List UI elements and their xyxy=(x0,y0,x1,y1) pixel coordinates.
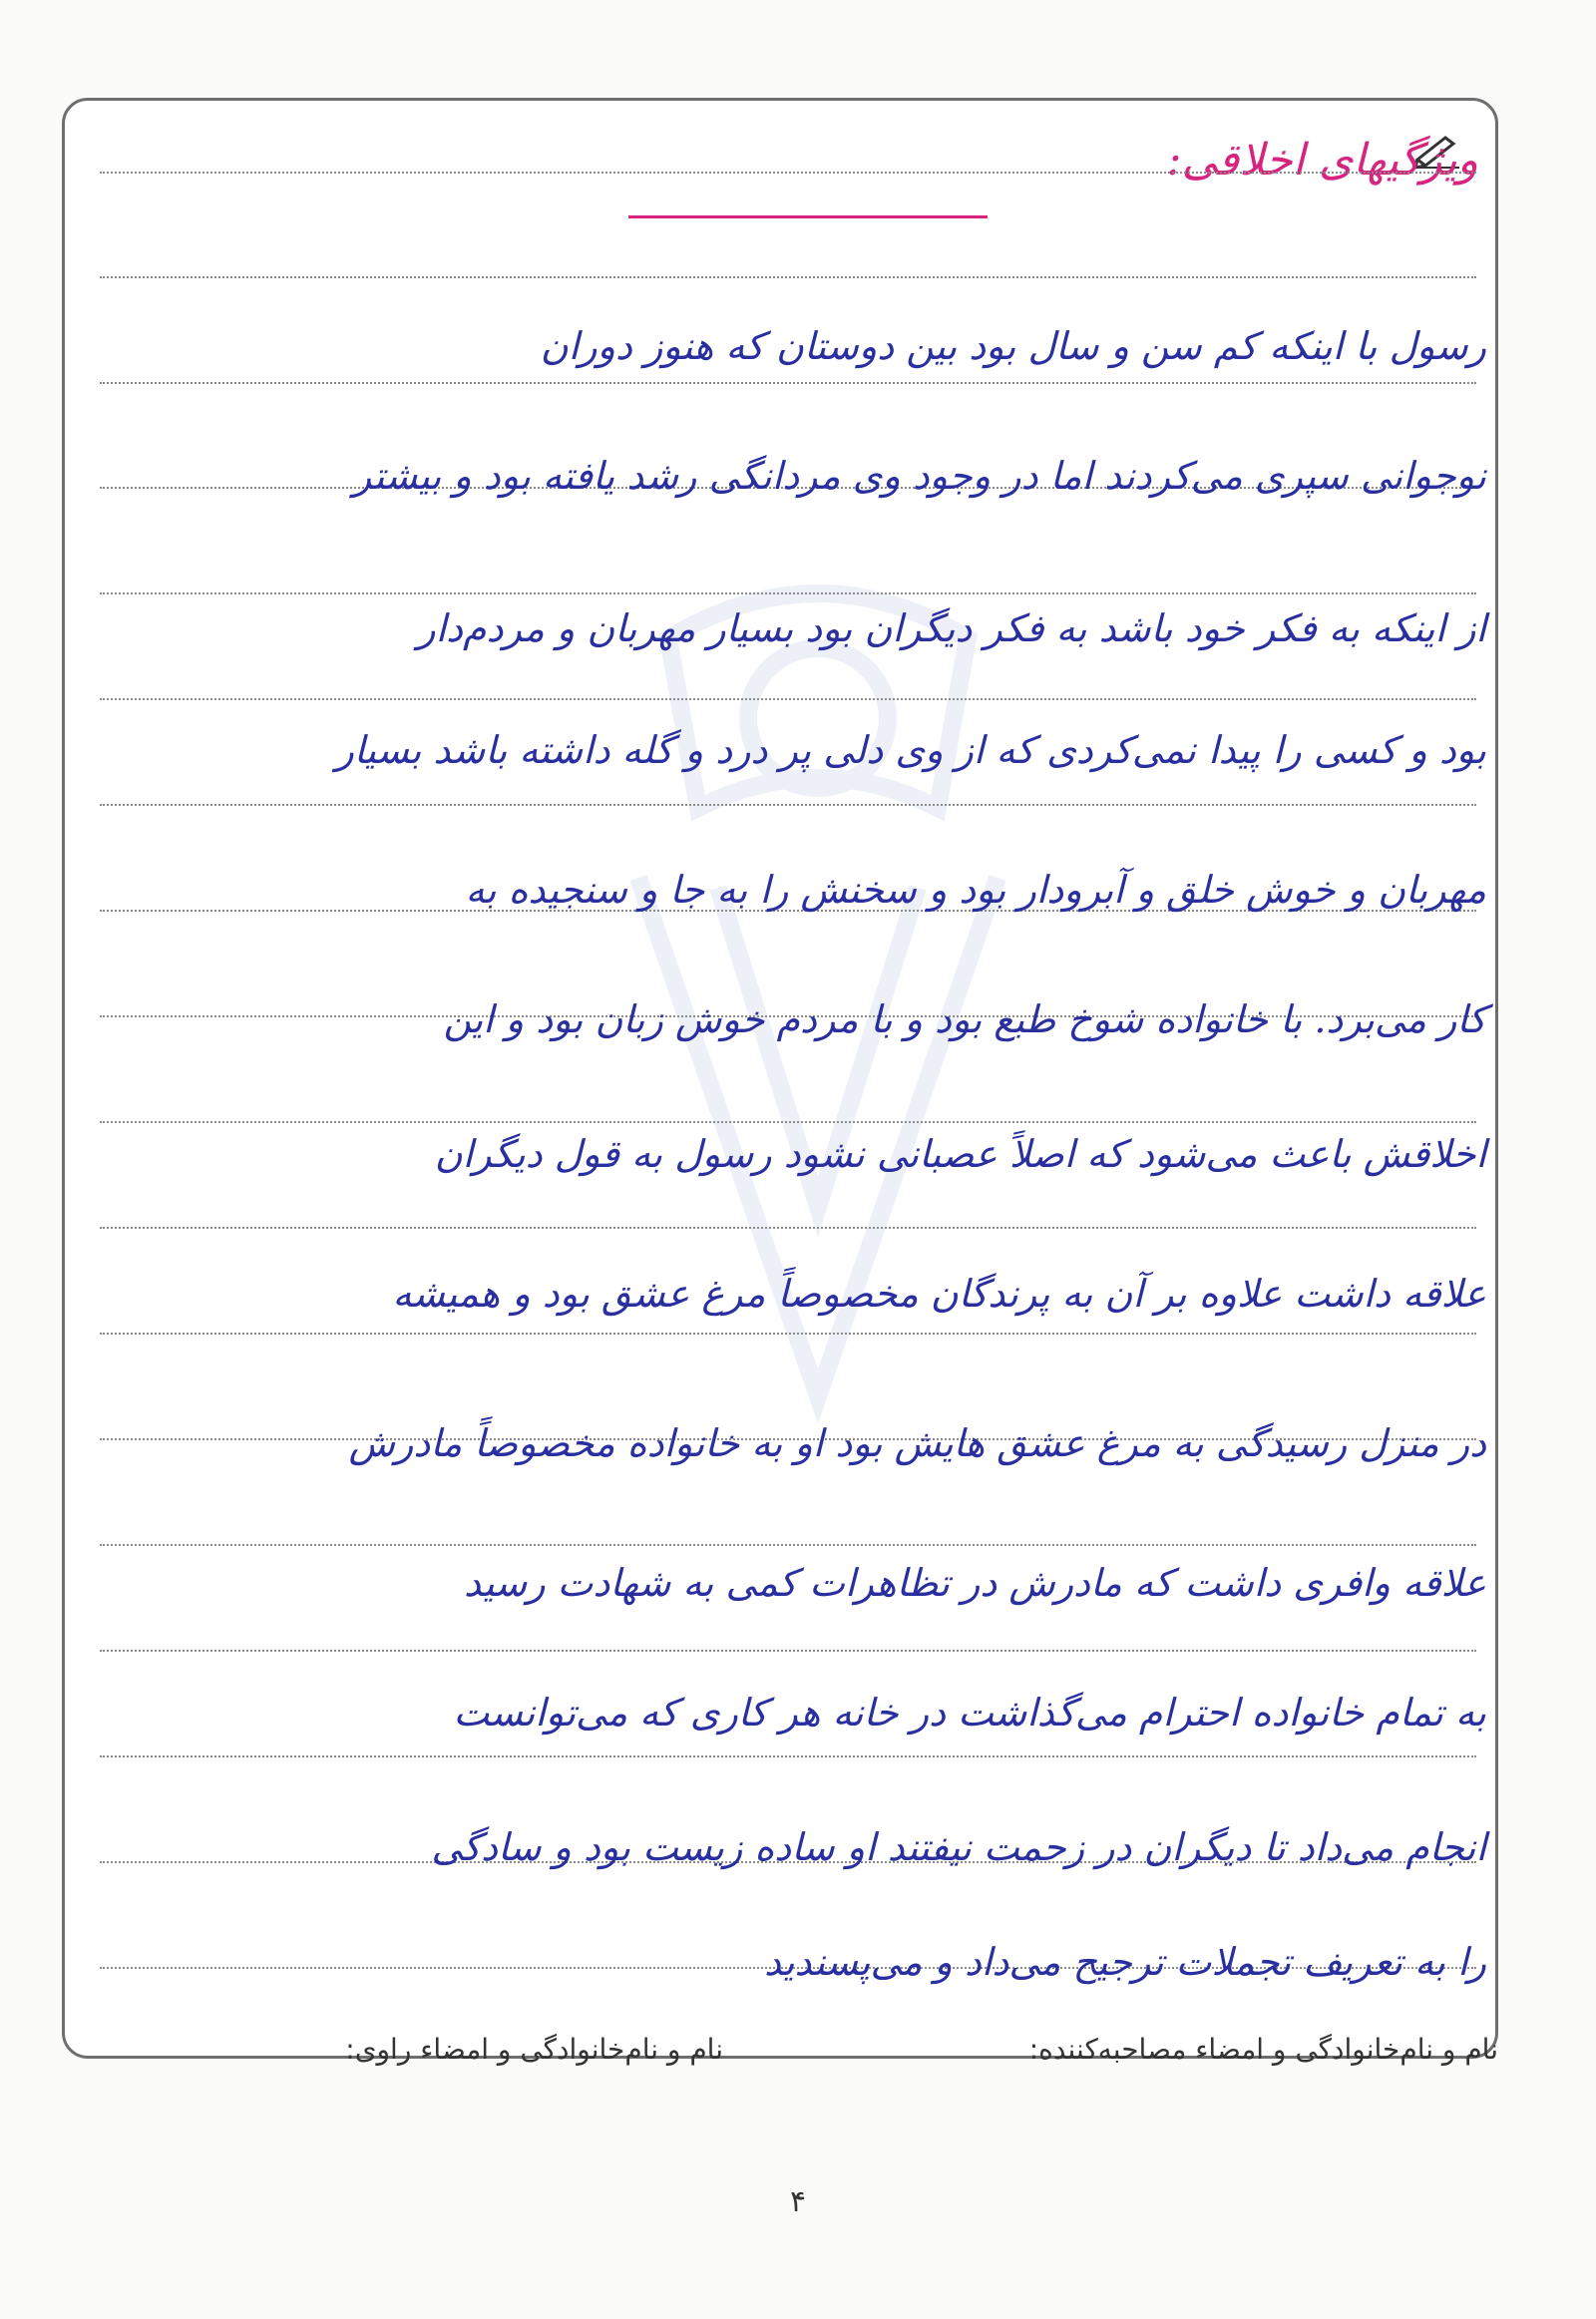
ruled-line xyxy=(100,276,1476,278)
title-underline xyxy=(628,215,988,218)
interviewer-signature-label: نام و نام‌خانوادگی و امضاء مصاحبه‌کننده: xyxy=(1028,2033,1498,2066)
page-title: ویژگیهای اخلاقی: xyxy=(1166,135,1478,186)
handwritten-line: انجام می‌داد تا دیگران در زحمت نیفتند او ساده زیست بود و سادگی xyxy=(431,1825,1486,1869)
ruled-line xyxy=(100,1333,1476,1335)
ruled-line xyxy=(100,1544,1476,1546)
ruled-line xyxy=(100,172,1476,174)
handwritten-line: بود و کسی را پیدا نمی‌کردی که از وی دلی پر درد و گله داشته باشد بسیار xyxy=(335,728,1486,772)
handwritten-line: رسول با اینکه کم سن و سال بود بین دوستان که هنوز دوران xyxy=(540,324,1486,368)
narrator-signature-label: نام و نام‌خانوادگی و امضاء راوی: xyxy=(345,2033,723,2066)
handwritten-line: به تمام خانواده احترام می‌گذاشت در خانه هر کاری که می‌توانست xyxy=(453,1691,1486,1735)
handwritten-line: نوجوانی سپری می‌کردند اما در وجود وی مردانگی رشد یافته بود و بیشتر xyxy=(352,454,1486,498)
handwritten-line: علاقه وافری داشت که مادرش در تظاهرات کمی به شهادت رسید xyxy=(464,1561,1486,1605)
ruled-line xyxy=(100,382,1476,384)
ruled-line xyxy=(100,1121,1476,1123)
handwritten-line: اخلاقش باعث می‌شود که اصلاً عصبانی نشود رسول به قول دیگران xyxy=(434,1132,1486,1176)
handwritten-line: کار می‌برد. با خانواده شوخ طبع بود و با مردم خوش زبان بود و این xyxy=(443,997,1486,1041)
handwritten-line: از اینکه به فکر خود باشد به فکر دیگران بود بسیار مهربان و مردم‌دار xyxy=(417,606,1486,650)
ruled-line xyxy=(100,1755,1476,1757)
ruled-line xyxy=(100,592,1476,594)
ruled-line xyxy=(100,804,1476,806)
ruled-line xyxy=(100,698,1476,700)
handwritten-line: علاقه داشت علاوه بر آن به پرندگان مخصوصاً مرغ عشق بود و همیشه xyxy=(392,1272,1486,1316)
ruled-line xyxy=(100,1227,1476,1229)
handwritten-line: در منزل رسیدگی به مرغ عشق هایش بود او به خانواده مخصوصاً مادرش xyxy=(348,1421,1486,1465)
page-number: ۴ xyxy=(789,2184,807,2219)
ruled-line xyxy=(100,1650,1476,1652)
handwritten-line: را به تعریف تجملات ترجیح می‌داد و می‌پسندید xyxy=(764,1940,1486,1984)
handwritten-line: مهربان و خوش خلق و آبرودار بود و سخنش را به جا و سنجیده به xyxy=(465,868,1486,912)
